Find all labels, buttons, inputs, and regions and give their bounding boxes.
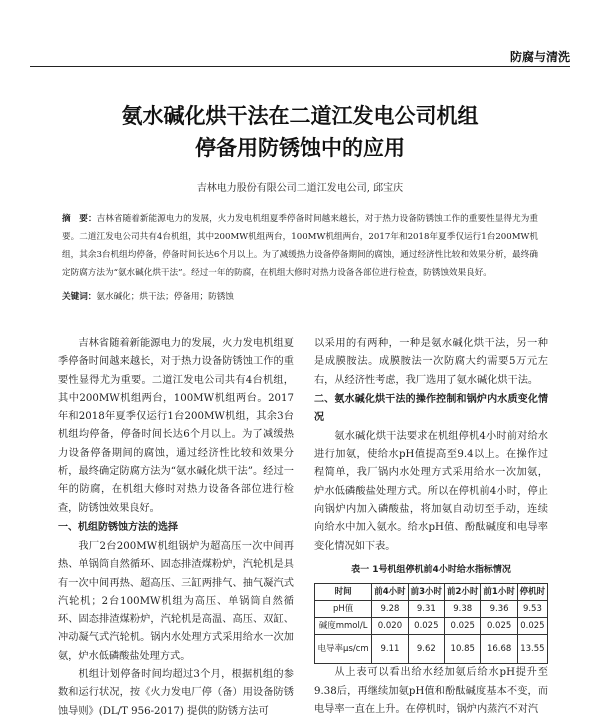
table-cell: 9.38 — [445, 601, 481, 618]
table-row — [315, 601, 548, 618]
table-cell: 0.020 — [372, 618, 408, 635]
right-column — [314, 335, 548, 719]
table-cell: 0.025 — [408, 618, 444, 635]
journal-section-label: 防腐与清洗 — [509, 50, 570, 64]
header-rule — [30, 66, 570, 67]
table-header-row — [315, 584, 548, 601]
section1-continuation: 以采用的有两种，一种是氨水碱化烘干法，另一种是成膜胺法。成膜胺法一次防腐大约需要5万元左右，从经济性考虑，我厂选用了氨水碱化烘干法。 — [314, 338, 548, 386]
table-row-label: 电导率μs/cm — [315, 635, 372, 664]
keywords-text: 氨水碱化；烘干法；停备用；防锈蚀 — [96, 292, 234, 302]
table-header-cell: 前1小时 — [481, 584, 517, 601]
table-cell: 9.11 — [372, 635, 408, 664]
keywords — [62, 290, 538, 302]
abstract-label: 摘 要： — [62, 214, 97, 224]
table-header-cell: 前3小时 — [408, 584, 444, 601]
table-header-cell: 时间 — [315, 584, 372, 601]
intro-paragraph: 吉林省随着新能源电力的发展，火力发电机组夏季停备时间越来越长，对于热力设备防锈蚀工作的重要性显得尤为重要。二道江发电公司共有4台机组，其中200MW机组两台，100MW机组两台。2017年和2018年夏季仅运行1台200MW机组，其余3台机组均停备，停备时间长达6个月以上。为了减缓热力设备停备期间的腐蚀，通过经济性比较和效果分析，最终确定防腐方法为“氨水碱化烘干法”。经过一年的防腐，在机组大修时对热力设备各部位进行检查，防锈蚀效果良好。 — [58, 338, 294, 514]
keywords-label: 关键词： — [62, 292, 97, 302]
table-cell: 9.62 — [408, 635, 444, 664]
table-cell: 16.68 — [481, 635, 517, 664]
table-header-cell: 前4小时 — [372, 584, 408, 601]
section-heading-1: 一、机组防锈蚀方法的选择 — [58, 521, 178, 533]
table-cell: 9.36 — [481, 601, 517, 618]
section2-paragraph-1: 氨水碱化烘干法要求在机组停机4小时前对给水进行加氨，使给水pH值提高至9.4以上。在操作过程简单，我厂锅内水处理方式采用给水一次加氨，炉水低磷酸盐处理方式。所以在停机前4小时，停止向锅炉内加入磷酸盐，将加氨自动切至手动，连续向给水中加入氨水。给水pH值、酚酞碱度和电导率变化情况如下表。 — [314, 430, 548, 552]
title-line-2: 停备用防锈蚀中的应用 — [195, 136, 405, 160]
table-row-label: pH值 — [315, 601, 372, 618]
section1-paragraph-2: 机组计划停备时间均超过3个月，根据机组的参数和运行状况，按《火力发电厂停（备）用设备防锈蚀导则》(DL/T 956-2017) 提供的防锈方法可 — [58, 669, 294, 717]
table-cell: 9.31 — [408, 601, 444, 618]
table-cell: 0.025 — [517, 618, 547, 635]
table-row — [315, 635, 548, 664]
table-cell: 9.28 — [372, 601, 408, 618]
table-cell: 13.55 — [517, 635, 547, 664]
table-cell: 0.025 — [445, 618, 481, 635]
section1-paragraph-1: 我厂2台200MW机组锅炉为超高压一次中间再热、单锅筒自然循环、固态排渣煤粉炉，汽轮机是具有一次中间再热、超高压、三缸两排气、抽气凝汽式汽轮机；2台100MW机组为高压、单锅筒自然循环、固态排渣煤粉炉，汽轮机是高温、高压、双缸、冲动凝气式汽轮机。锅内水处理方式采用给水一次加氨，炉水低磷酸盐处理方式。 — [58, 540, 294, 662]
left-column — [58, 335, 294, 721]
title-line-1: 氨水碱化烘干法在二道江发电公司机组 — [121, 104, 479, 128]
author-line: 吉林电力股份有限公司二道江发电公司, 邱宝庆 — [196, 183, 404, 194]
section-heading-2: 二、氨水碱化烘干法的操作控制和锅炉内水质变化情况 — [314, 393, 548, 423]
feedwater-table — [314, 583, 548, 664]
table-cell: 0.025 — [481, 618, 517, 635]
article-title — [0, 100, 600, 164]
abstract-text: 吉林省随着新能源电力的发展，火力发电机组夏季停备时间越来越长，对于热力设备防锈蚀工作的重要性显得尤为重要。二道江发电公司共有4台机组，其中200MW机组两台，100MW机组两台，2017年和2018年夏季仅运行1台200MW机组，其余3台机组均停备，停备时间长达6个月以上。为了减缓热力设备停备期间的腐蚀，通过经济性比较和效果分析，最终确定防腐方法为“氨水碱化烘干法”。经过一年的防腐，在机组大修时对热力设备各部位进行检查，防锈蚀效果良好。 — [62, 214, 538, 278]
table-row — [315, 618, 548, 635]
table-header-cell: 停机时 — [517, 584, 547, 601]
table-row-label: 碱度mmol/L — [315, 618, 372, 635]
table-header-cell: 前2小时 — [445, 584, 481, 601]
table-caption: 表一 1号机组停机前4小时给水指标情况 — [351, 564, 511, 575]
table-cell: 10.85 — [445, 635, 481, 664]
table-cell: 9.53 — [517, 601, 547, 618]
abstract — [62, 210, 538, 282]
section2-paragraph-2: 从上表可以看出给水经加氨后给水pH提升至9.38后，再继续加氨pH值和酚酞碱度基本不变，而电导率一直在上升。在停机时，锅炉内蒸汽不对汽 — [314, 667, 548, 715]
